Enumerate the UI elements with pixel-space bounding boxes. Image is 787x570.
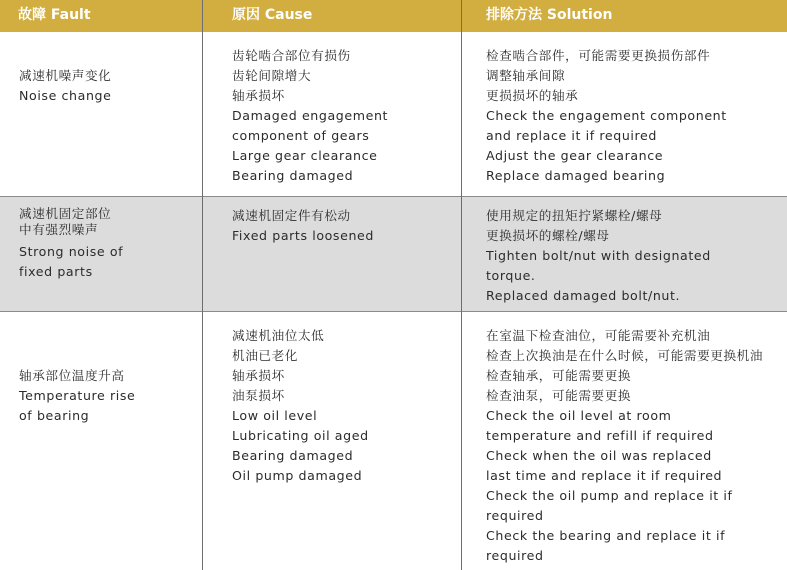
header-fault: 故障 Fault (18, 7, 91, 23)
text-line: Temperature rise (19, 388, 136, 403)
text-line: Oil pump damaged (232, 468, 363, 483)
text-line: last time and replace it if required (486, 468, 723, 483)
text-line: required (486, 508, 544, 523)
text-line: Tighten bolt/nut with designated (486, 248, 711, 263)
header-solution: 排除方法 Solution (486, 7, 613, 23)
text-line: 在室温下检查油位，可能需要补充机油 (486, 328, 711, 343)
text-line: 机油已老化 (232, 348, 298, 363)
cause-cell (232, 46, 388, 186)
text-line: Check the oil level at room (486, 408, 672, 423)
text-line: Fixed parts loosened (232, 228, 374, 243)
text-line: temperature and refill if required (486, 428, 714, 443)
text-line: 减速机噪声变化 (19, 68, 112, 83)
text-line: Strong noise of (19, 244, 124, 259)
text-line: 轴承损坏 (232, 88, 285, 103)
text-line: Noise change (19, 88, 112, 103)
column-divider (461, 0, 462, 570)
text-line: 使用规定的扭矩拧紧螺栓/螺母 (486, 208, 663, 223)
solution-cell (486, 326, 763, 566)
fault-cell (19, 66, 112, 106)
text-line: Lubricating oil aged (232, 428, 369, 443)
text-line: Check the engagement component (486, 108, 727, 123)
text-line: Low oil level (232, 408, 318, 423)
text-line: 检查油泵，可能需要更换 (486, 388, 632, 403)
solution-cell (486, 206, 711, 306)
text-line: and replace it if required (486, 128, 657, 143)
fault-cell (19, 206, 123, 282)
column-divider (202, 0, 203, 570)
solution-cell (486, 46, 727, 186)
text-line: 减速机固定部位 (19, 206, 112, 221)
text-line: 更换损坏的螺栓/螺母 (486, 228, 610, 243)
text-line: Check the oil pump and replace it if (486, 488, 733, 503)
text-line: Large gear clearance (232, 148, 378, 163)
text-line: 轴承损坏 (232, 368, 285, 383)
text-line: torque. (486, 268, 536, 283)
text-line: Bearing damaged (232, 168, 354, 183)
text-line: 检查轴承，可能需要更换 (486, 368, 632, 383)
text-line: 调整轴承间隙 (486, 68, 566, 83)
text-line: Bearing damaged (232, 448, 354, 463)
text-line: fixed parts (19, 264, 93, 279)
header-cause: 原因 Cause (232, 7, 313, 23)
cause-cell (232, 326, 369, 486)
text-line: Adjust the gear clearance (486, 148, 664, 163)
text-line: 检查啮合部件，可能需要更换损伤部件 (486, 48, 711, 63)
row-divider (0, 196, 787, 197)
row-divider (0, 311, 787, 312)
text-line: 齿轮间隙增大 (232, 68, 312, 83)
text-line: Damaged engagement (232, 108, 389, 123)
text-line: 齿轮啮合部位有损伤 (232, 48, 351, 63)
text-line: 检查上次换油是在什么时候，可能需要更换机油 (486, 348, 764, 363)
text-line: component of gears (232, 128, 370, 143)
text-line: required (486, 548, 544, 563)
cause-cell (232, 206, 374, 246)
table-header (0, 0, 787, 32)
text-line: Check the bearing and replace it if (486, 528, 726, 543)
text-line: of bearing (19, 408, 90, 423)
text-line: 油泵损坏 (232, 388, 285, 403)
fault-cell (19, 366, 135, 426)
text-line: 更损损坏的轴承 (486, 88, 579, 103)
text-line: 轴承部位温度升高 (19, 368, 125, 383)
text-line: 减速机固定件有松动 (232, 208, 351, 223)
text-line: Replace damaged bearing (486, 168, 666, 183)
text-line: Replaced damaged bolt/nut. (486, 288, 681, 303)
text-line: 减速机油位太低 (232, 328, 325, 343)
text-line: Check when the oil was replaced (486, 448, 712, 463)
text-line: 中有强烈噪声 (19, 222, 99, 237)
